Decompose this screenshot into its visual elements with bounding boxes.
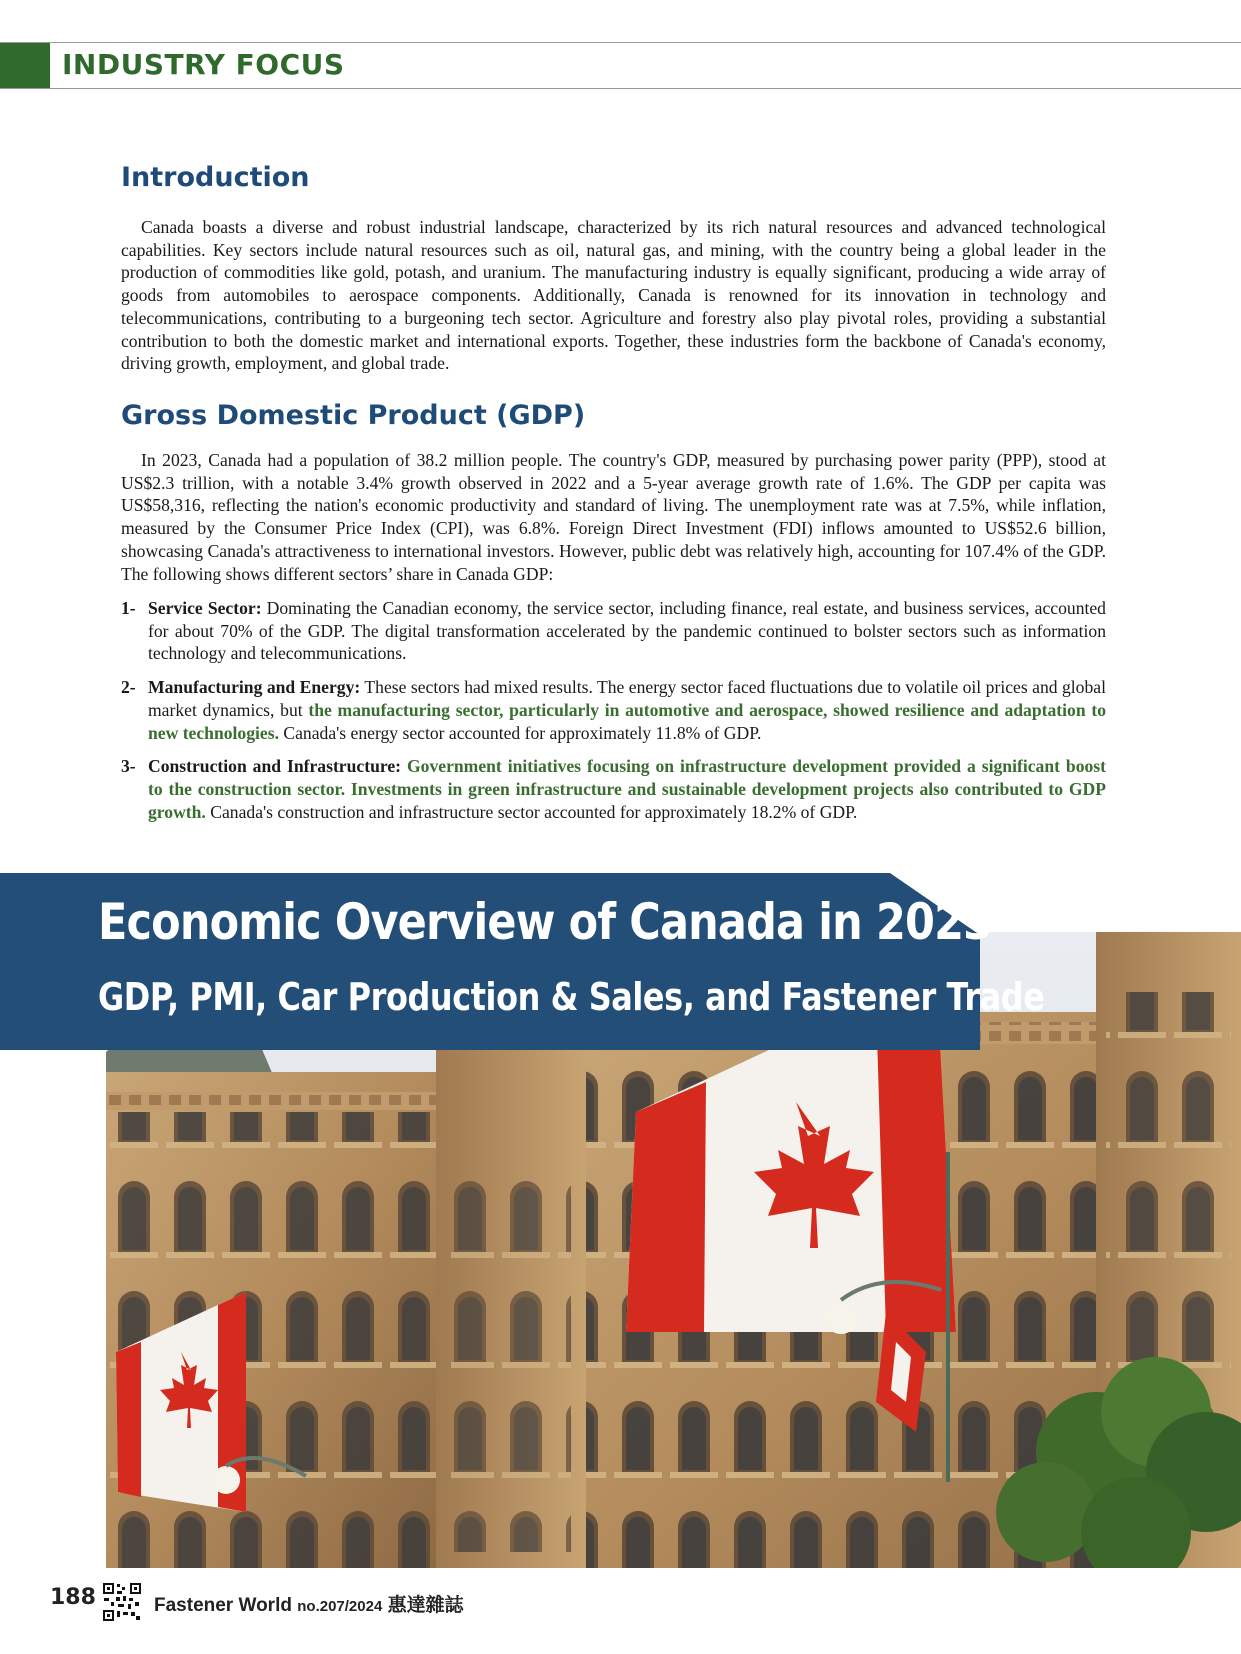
list-item-title: Manufacturing and Energy: [148,677,361,698]
list-number: 3- [121,756,136,777]
sector-list [121,597,1106,834]
list-item [121,676,1106,744]
list-item-tail: Canada's construction and infrastructure sector accounted for approximately 18.2% of GDP. [205,801,858,822]
list-item-text: Dominating the Canadian economy, the service sector, including finance, real estate, and business services, accounted for about 70% of the GDP. The digital transformation accelerated by the pandemic continued to bolster sectors such as information technology and telecommunications. [148,598,1106,664]
section-label: INDUSTRY FOCUS [62,48,345,81]
magazine-chinese-name: 惠達雜誌 [387,1595,464,1616]
section-color-block [0,43,50,88]
header-rule-top [0,42,1241,43]
page-number: 188 [50,1585,96,1610]
list-item-title: Service Sector: [148,598,262,618]
list-number: 2- [121,677,136,698]
intro-paragraph: Canada boasts a diverse and robust industrial landscape, characterized by its rich natural resources and advanced technological capabilities. Key sectors include natural resources such as oil, natural gas, and mining, with the country being a global leader in the production of commodities like gold, potash, and uranium. The manufacturing industry is equally significant, producing a wide array of goods from automobiles to aerospace components. Additionally, Canada is renowned for its innovation in technology and telecommunications, contributing to a burgeoning tech sector. Agriculture and forestry also play pivotal roles, providing a substantial contribution to both the domestic market and international exports. Together, these industries form the backbone of Canada's economy, driving growth, employment, and global trade. [121,217,1106,374]
list-item-text: These sectors had mixed results. The energy sector faced fluctuations due to volatile oil prices and global market dynamics, but [148,677,1106,720]
intro-heading: Introduction [121,162,310,193]
list-number: 1- [121,598,136,618]
magazine-name [154,1590,464,1617]
gdp-heading: Gross Domestic Product (GDP) [121,400,586,431]
list-item [121,755,1106,823]
list-item-title: Construction and Infrastructure: [148,756,402,777]
list-item-highlight: the manufacturing sector, particularly in automotive and aerospace, showed resilience and adaptation to new technologies. [148,699,1106,743]
issue-number: no.207/2024 [297,1598,383,1615]
article-subtitle: GDP, PMI, Car Production & Sales, and Fastener Trade [98,975,1045,1019]
magazine-title: Fastener World [154,1595,292,1616]
qr-code-icon [102,1582,142,1622]
article-title: Economic Overview of Canada in 2023 [98,893,993,951]
list-item [121,597,1106,665]
header-rule-bottom [0,88,1241,89]
list-item-tail: Canada's energy sector accounted for approximately 11.8% of GDP. [278,722,762,743]
gdp-paragraph: In 2023, Canada had a population of 38.2 million people. The country's GDP, measured by purchasing power parity (PPP), stood at US$2.3 trillion, with a notable 3.4% growth observed in 2022 and a 5-year average growth rate of 1.6%. The GDP per capita was US$58,316, reflecting the nation's economic productivity and standard of living. The unemployment rate was at 7.5%, while inflation, measured by the Consumer Price Index (CPI), was 6.8%. Foreign Direct Investment (FDI) inflows amounted to US$52.6 billion, showcasing Canada's attractiveness to international investors. However, public debt was relatively high, accounting for 107.4% of the GDP. The following shows different sectors’ share in Canada GDP: [121,450,1106,584]
list-item-highlight: Government initiatives focusing on infrastructure development provided a significant boost to the construction sector. Investments in green infrastructure and sustainable development projects also contributed to GDP growth. [148,756,1107,822]
